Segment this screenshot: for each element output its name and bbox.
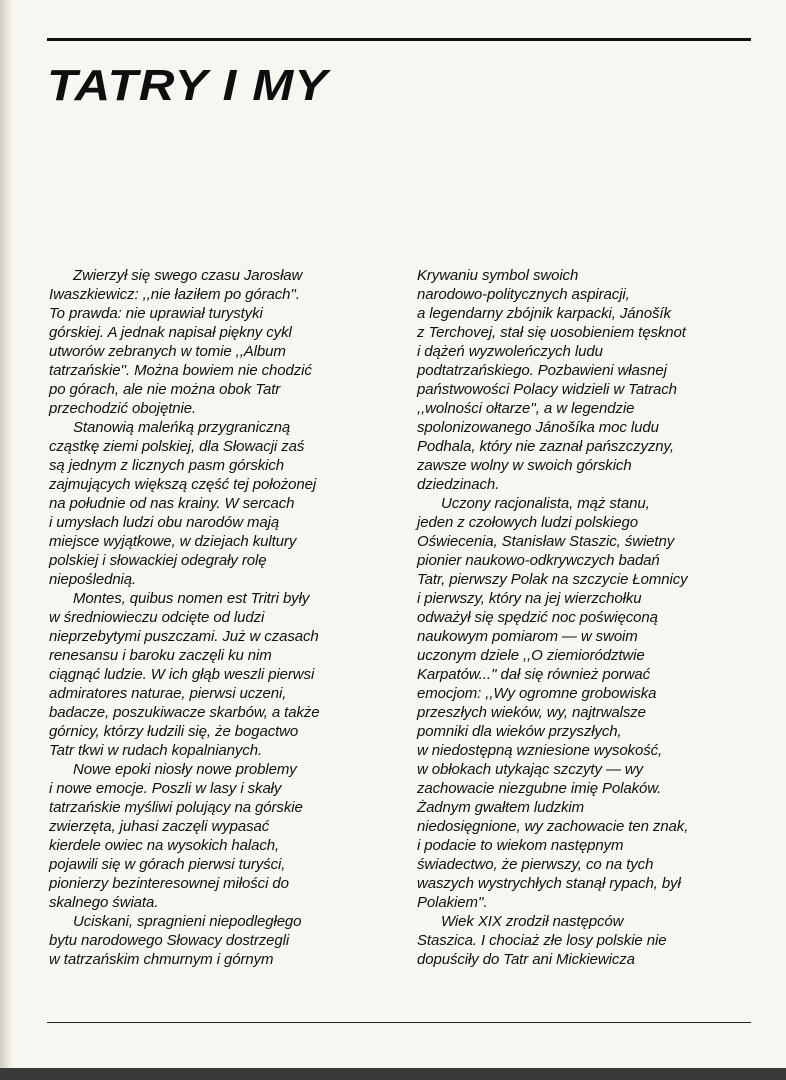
text-line: zawsze wolny w swoich górskich [417, 457, 632, 474]
text-line: pojawili się w górach pierwsi turyści, [49, 856, 286, 873]
text-line: i podacie to wiekom następnym [417, 837, 624, 854]
text-line: przeszłych wieków, wy, najtrwalsze [417, 704, 646, 721]
text-line: zajmujących większą część tej położonej [49, 476, 317, 493]
text-line: badacze, poszukiwacze skarbów, a także [49, 704, 320, 721]
text-line: ,,wolności ołtarze'', a w legendzie [417, 400, 635, 417]
text-line: renesansu i baroku zaczęli ku nim [49, 647, 272, 664]
text-line: emocjom: ,,Wy ogromne grobowiska [417, 685, 657, 702]
text-line: z Terchovej, stał się uosobieniem tęsknot [417, 324, 686, 341]
text-line: niepoślednią. [49, 571, 137, 588]
text-line: świadectwo, że pierwszy, co na tych [417, 856, 654, 873]
text-column-right [417, 266, 762, 969]
text-line: dopuściły do Tatr ani Mickiewicza [417, 951, 635, 968]
text-line: ciągnąć ludzie. W ich głąb weszli pierwsi [49, 666, 315, 683]
scan-bottom-edge [0, 1068, 786, 1080]
text-line: Tatr, pierwszy Polak na szczycie Łomnicy [417, 571, 688, 588]
text-line: narodowo-politycznych aspiracji, [417, 286, 630, 303]
text-line: a legendarny zbójnik karpacki, Jánošík [417, 305, 671, 322]
text-line: Krywaniu symbol swoich [417, 267, 579, 284]
text-line: po górach, ale nie można obok Tatr [49, 381, 281, 398]
text-line: w niedostępną wzniesione wysokość, [417, 742, 663, 759]
text-line: Wiek XIX zrodził następców [441, 913, 624, 930]
text-line: pionierzy bezinteresownej miłości do [49, 875, 289, 892]
text-line: Oświecenia, Stanisław Staszic, świetny [417, 533, 675, 550]
text-line: w tatrzańskim chmurnym i górnym [49, 951, 274, 968]
text-line: Staszica. I chociaż złe losy polskie nie [417, 932, 667, 949]
text-line: Zwierzył się swego czasu Jarosław [73, 267, 303, 284]
page-title: TATRY I MY [47, 61, 329, 110]
text-line: zwierzęta, juhasi zaczęli wypasać [49, 818, 270, 835]
text-line: naukowym pomiarom — w swoim [417, 628, 638, 645]
text-line: Stanowią maleńką przygraniczną [73, 419, 291, 436]
text-line: w średniowieczu odcięte od ludzi [49, 609, 265, 626]
text-line: i nowe emocje. Poszli w lasy i skały [49, 780, 282, 797]
text-line: i umysłach ludzi obu narodów mają [49, 514, 280, 531]
text-line: To prawda: nie uprawiał turystyki [49, 305, 263, 322]
text-line: pomniki dla wieków przyszłych, [417, 723, 622, 740]
text-line: admiratores naturae, pierwsi uczeni, [49, 685, 287, 702]
text-line: Uciskani, spragnieni niepodległego [73, 913, 302, 930]
text-line: państwowości Polacy widzieli w Tatrach [417, 381, 677, 398]
text-line: Podhala, który nie zaznał pańszczyzny, [417, 438, 674, 455]
text-line: waszych wystrychłych stanął rypach, był [417, 875, 681, 892]
text-line: Iwaszkiewicz: ,,nie łaziłem po górach''. [49, 286, 300, 303]
text-line: Polakiem''. [417, 894, 488, 911]
text-line: niedosięgnione, wy zachowacie ten znak, [417, 818, 689, 835]
text-line: spolonizowanego Jánošíka moc ludu [417, 419, 659, 436]
text-line: nieprzebytymi puszczami. Już w czasach [49, 628, 319, 645]
text-line: podtatrzańskiego. Pozbawieni własnej [417, 362, 667, 379]
text-line: Karpatów...'' dał się również porwać [417, 666, 651, 683]
text-line: polskiej i słowackiej odegrały rolę [49, 552, 267, 569]
text-line: są jednym z licznych pasm górskich [49, 457, 285, 474]
page-binding-shadow [0, 0, 14, 1080]
text-line: tatrzańskie''. Można bowiem nie chodzić [49, 362, 312, 379]
text-line: skalnego świata. [49, 894, 159, 911]
text-line: Żadnym gwałtem ludzkim [417, 799, 585, 816]
text-line: Nowe epoki niosły nowe problemy [73, 761, 297, 778]
text-line: i pierwszy, który na jej wierzchołku [417, 590, 642, 607]
text-line: miejsce wyjątkowe, w dziejach kultury [49, 533, 297, 550]
text-line: jeden z czołowych ludzi polskiego [417, 514, 638, 531]
text-line: górskiej. A jednak napisał piękny cykl [49, 324, 292, 341]
text-line: bytu narodowego Słowacy dostrzegli [49, 932, 290, 949]
text-line: cząstkę ziemi polskiej, dla Słowacji zaś [49, 438, 305, 455]
text-line: Tatr tkwi w rudach kopalnianych. [49, 742, 263, 759]
text-line: na południe od nas krainy. W sercach [49, 495, 295, 512]
text-line: zachowacie niezgubne imię Polaków. [417, 780, 662, 797]
text-line: Montes, quibus nomen est Tritri były [73, 590, 310, 607]
bottom-rule [47, 1022, 751, 1023]
text-line: tatrzańskie myśliwi polujący na górskie [49, 799, 303, 816]
top-rule [47, 38, 751, 41]
text-line: i dążeń wyzwoleńczych ludu [417, 343, 603, 360]
text-line: kierdele owiec na wysokich halach, [49, 837, 280, 854]
text-line: utworów zebranych w tomie ,,Album [49, 343, 286, 360]
text-line: górnicy, którzy łudzili się, że bogactwo [49, 723, 299, 740]
text-line: dziedzinach. [417, 476, 500, 493]
text-line: przechodzić obojętnie. [49, 400, 197, 417]
text-line: odważył się spędzić noc poświęconą [417, 609, 658, 626]
text-column-left [49, 266, 394, 969]
text-line: w obłokach utykając szczyty — wy [417, 761, 644, 778]
text-line: pionier naukowo-odkrywczych badań [417, 552, 660, 569]
text-line: uczonym dziele ,,O ziemiorództwie [417, 647, 645, 664]
text-line: Uczony racjonalista, mąż stanu, [441, 495, 650, 512]
